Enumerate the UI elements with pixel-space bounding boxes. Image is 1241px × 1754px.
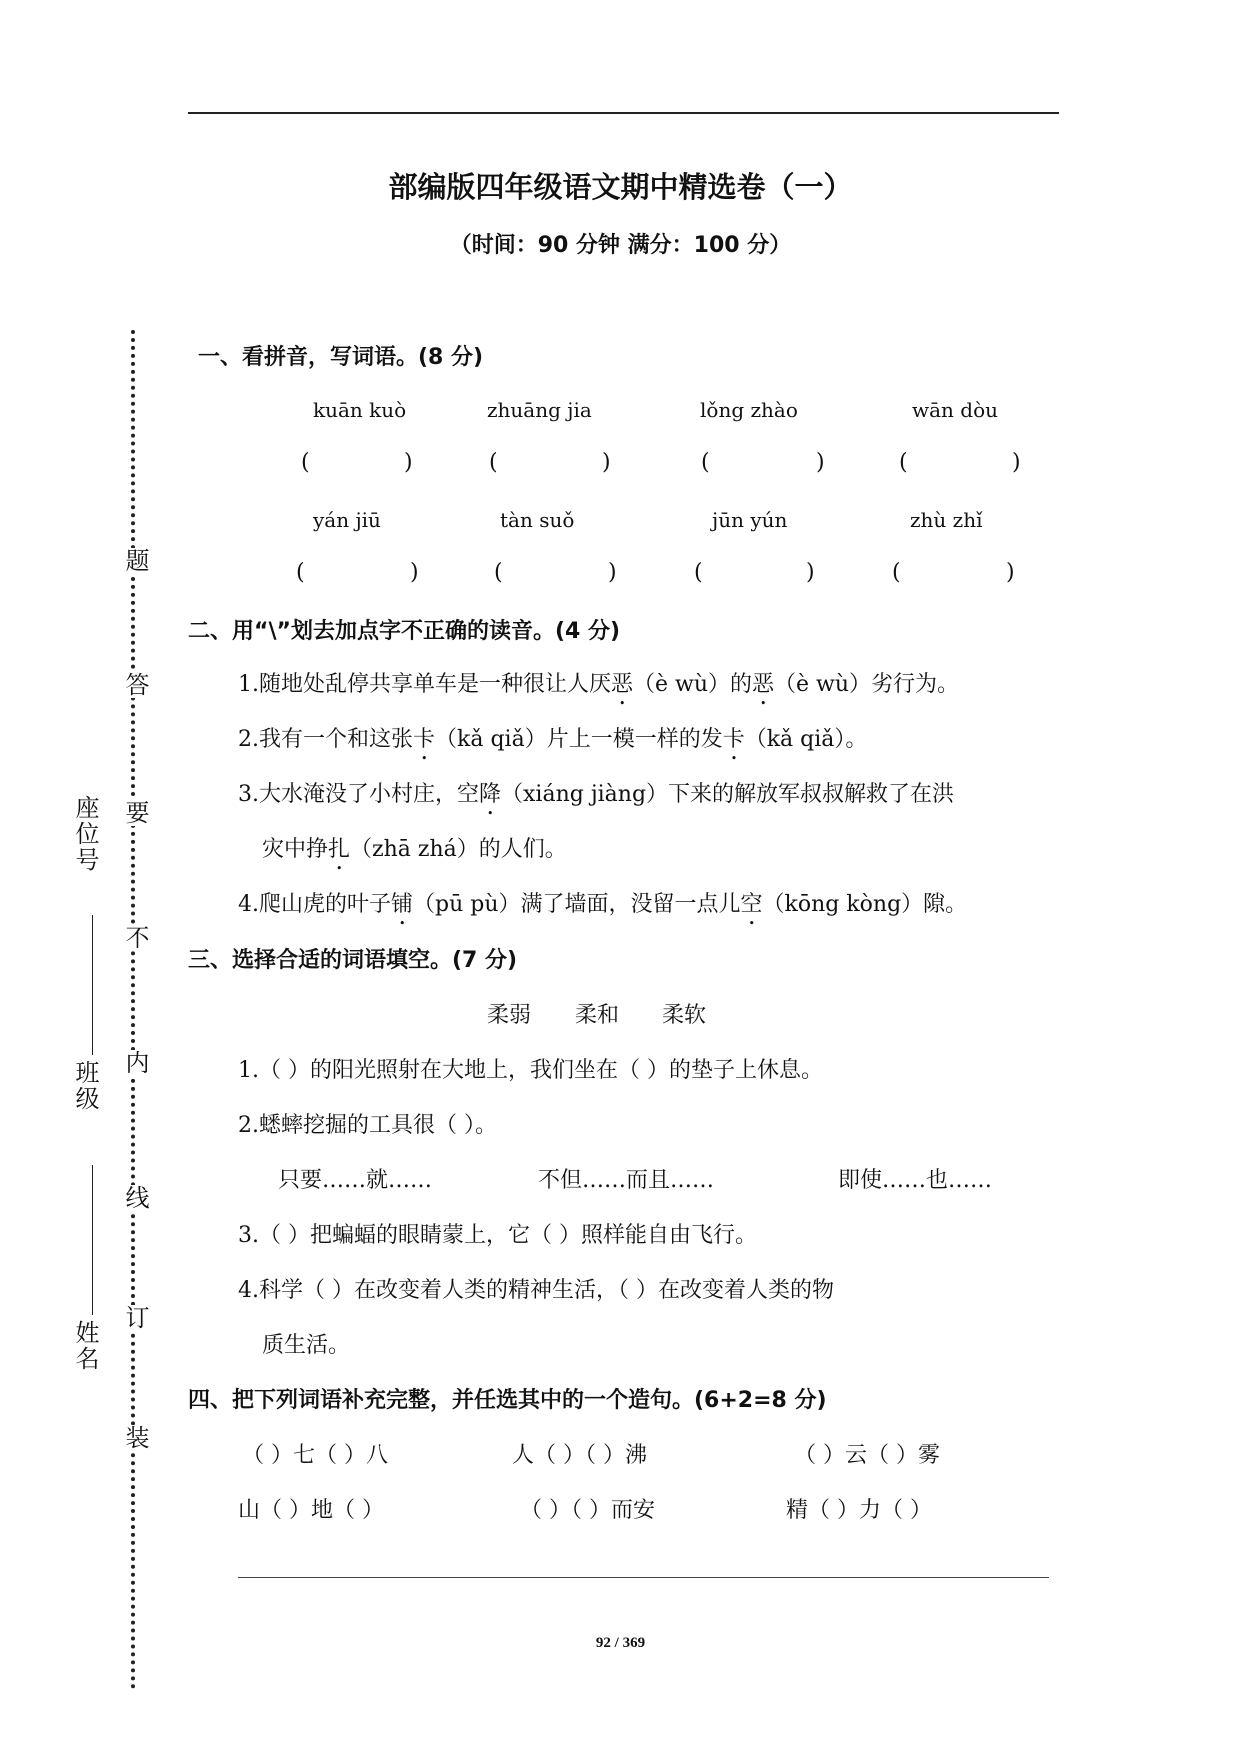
- section-2-heading: 二、用“\”划去加点字不正确的读音。(4 分): [188, 619, 621, 644]
- seat-label: 座位号: [71, 795, 99, 873]
- pinyin-5: yán jiū: [313, 508, 381, 532]
- s3-question-4: 4.科学（ ）在改变着人类的精神生活，（ ）在改变着人类的物: [238, 1278, 834, 1303]
- pinyin-2: zhuāng jia: [487, 398, 592, 422]
- s3-question-1: 1.（ ）的阳光照射在大地上，我们坐在（ ）的垫子上休息。: [238, 1058, 823, 1083]
- dotted-char: 卡: [413, 727, 436, 752]
- top-rule: [188, 112, 1059, 114]
- pinyin-7: jūn yún: [712, 508, 788, 532]
- page-title: 部编版四年级语文期中精选卷（一）: [388, 170, 853, 204]
- page-number: 92 / 369: [595, 1635, 646, 1651]
- dotted-char: 扎: [328, 837, 351, 862]
- dotted-char: 降: [479, 782, 502, 807]
- dotted-char: 恶: [752, 672, 775, 697]
- conjunction-1: 只要……就……: [278, 1168, 433, 1193]
- dotted-char: 空: [740, 892, 763, 917]
- s3-question-2: 2.蟋蟀挖掘的工具很（ ）。: [238, 1113, 497, 1138]
- word-option-1: 柔弱: [487, 1003, 532, 1028]
- pinyin-4: wān dòu: [912, 398, 999, 422]
- idiom-6: 精（ ）力（ ）: [786, 1498, 932, 1523]
- binding-char-ti: 题: [118, 548, 153, 574]
- conjunction-2: 不但……而且……: [538, 1168, 715, 1193]
- page-subtitle: （时间：90 分钟 满分：100 分）: [449, 233, 792, 258]
- answer-box-8-open: (: [892, 560, 901, 585]
- idiom-2: 人（ ）（ ）沸: [512, 1443, 647, 1468]
- binding-char-nei: 内: [118, 1050, 153, 1076]
- idiom-4: 山（ ）地（ ）: [238, 1498, 384, 1523]
- binding-char-ding: 订: [118, 1305, 153, 1331]
- s2-question-2: 2.我有一个和这张卡（kǎ qiǎ）片上一模一样的发卡（kǎ qiǎ）。: [238, 727, 868, 752]
- section-1-heading: 一、看拼音，写词语。(8 分): [198, 345, 484, 370]
- name-blank[interactable]: [92, 1165, 93, 1315]
- answer-box-5-open: (: [296, 560, 305, 585]
- dotted-char: 卡: [722, 727, 745, 752]
- dotted-char: 恶: [611, 672, 634, 697]
- answer-box-6-close: ): [608, 560, 617, 585]
- word-option-3: 柔软: [662, 1003, 707, 1028]
- pinyin-8: zhù zhǐ: [910, 508, 983, 532]
- binding-char-xian: 线: [118, 1185, 153, 1211]
- s2-question-1: 1.随地处乱停共享单车是一种很让人厌恶（è wù）的恶（è wù）劣行为。: [238, 672, 960, 697]
- answer-box-7-open: (: [694, 560, 703, 585]
- section-4-heading: 四、把下列词语补充完整，并任选其中的一个造句。(6+2=8 分): [188, 1388, 827, 1413]
- answer-box-4-open: (: [899, 450, 908, 475]
- answer-box-8-close: ): [1006, 560, 1015, 585]
- answer-box-1-close: ): [404, 450, 413, 475]
- s2-question-3-cont: 灾中挣扎（zhā zhá）的人们。: [262, 837, 567, 862]
- answer-box-2-open: (: [489, 450, 498, 475]
- s3-question-4-cont: 质生活。: [262, 1333, 351, 1358]
- name-label: 姓名: [71, 1320, 99, 1372]
- answer-box-3-open: (: [701, 450, 710, 475]
- answer-box-4-close: ): [1012, 450, 1021, 475]
- pinyin-6: tàn suǒ: [500, 508, 575, 532]
- idiom-5: （ ）（ ）而安: [520, 1498, 655, 1523]
- answer-box-1-open: (: [301, 450, 310, 475]
- answer-box-5-close: ): [410, 560, 419, 585]
- pinyin-1: kuān kuò: [313, 398, 407, 422]
- answer-box-7-close: ): [806, 560, 815, 585]
- binding-char-yao: 要: [118, 800, 153, 826]
- conjunction-3: 即使……也……: [838, 1168, 993, 1193]
- answer-box-3-close: ): [816, 450, 825, 475]
- binding-char-da: 答: [118, 672, 153, 698]
- bottom-rule: [238, 1577, 1049, 1578]
- s2-question-4: 4.爬山虎的叶子铺（pū pù）满了墙面，没留一点儿空（kōng kòng）隙。: [238, 892, 968, 917]
- class-label: 班级: [71, 1060, 99, 1112]
- binding-char-zhuang: 装: [118, 1425, 153, 1451]
- s2-question-3: 3.大水淹没了小村庄，空降（xiáng jiàng）下来的解放军叔叔解救了在洪: [238, 782, 955, 807]
- class-blank[interactable]: [92, 915, 93, 1055]
- idiom-3: （ ）云（ ）雾: [794, 1443, 940, 1468]
- answer-box-6-open: (: [494, 560, 503, 585]
- binding-char-bu: 不: [118, 925, 153, 951]
- binding-dotted-line: [131, 330, 135, 1690]
- section-3-heading: 三、选择合适的词语填空。(7 分): [188, 948, 518, 973]
- answer-box-2-close: ): [602, 450, 611, 475]
- s3-question-3: 3.（ ）把蝙蝠的眼睛蒙上，它（ ）照样能自由飞行。: [238, 1223, 757, 1248]
- pinyin-3: lǒng zhào: [700, 398, 798, 422]
- word-option-2: 柔和: [575, 1003, 620, 1028]
- dotted-char: 铺: [391, 892, 414, 917]
- idiom-1: （ ）七（ ）八: [242, 1443, 388, 1468]
